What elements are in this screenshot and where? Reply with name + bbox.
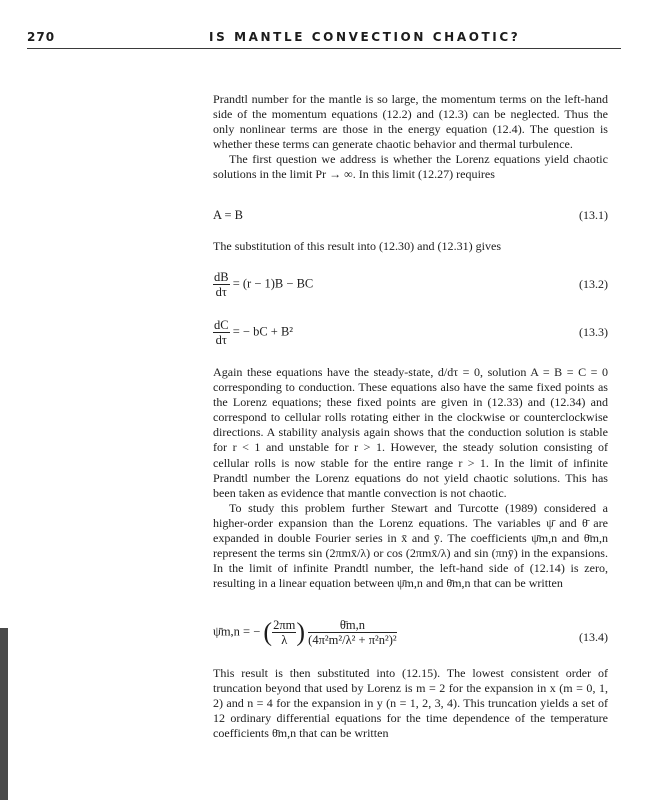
paragraph-steady-state: Again these equations have the steady-state, d/dτ = 0, solution A = B = C = 0 corresponding to conduction. These equations also have the same fixed points as the Lorenz equations; these fixed points are given in (12.33) and (12.34) and correspond to cellular rolls rotating either in the clockwise or counterclockwise directions. A stability analysis again shows that the conduction solution is stable for r < 1 and unstable for r > 1. However, the steady solution consisting of cellular rolls is now stable for the entire range r > 1. In the limit of infinite Prandtl number the Lorenz equations do not yield chaotic solutions. This has been taken as evidence that mantle convection is not chaotic.: [213, 365, 608, 500]
numerator: dB: [214, 270, 229, 284]
equation-body: [213, 318, 293, 347]
coefficient-fraction: [272, 618, 296, 647]
denominator: dτ: [215, 333, 227, 347]
page-number: 270: [27, 30, 56, 44]
equation-number: (13.2): [579, 277, 608, 291]
equation-number: (13.1): [579, 208, 608, 222]
paragraph-substitution: The substitution of this result into (12.30) and (12.31) gives: [213, 239, 502, 253]
right-hand-side: = − bC + B²: [232, 324, 294, 339]
equation-number: (13.4): [579, 630, 608, 644]
equation-13-3: [213, 318, 608, 348]
running-header: [0, 30, 651, 50]
paragraph-block-2: [213, 239, 608, 254]
derivative-fraction: [213, 270, 230, 299]
scan-edge-shadow: [0, 628, 8, 800]
paragraph-truncation: This result is then substituted into (12.15). The lowest consistent order of truncation beyond that used by Lorenz is m = 2 for the expansion in x (m = 0, 1, 2) and n = 4 for the expansion in y (n = 1, 2, 3, 4). This truncation yields a set of 12 ordinary differential equations for the time dependence of the temperature coefficients θ̄m,n that can be written: [213, 666, 608, 741]
chapter-title: IS MANTLE CONVECTION CHAOTIC?: [209, 30, 521, 44]
equation-13-1: [213, 208, 608, 238]
paragraph-block-4: [213, 666, 608, 741]
header-rule: [27, 48, 621, 49]
paragraph-continued: Prandtl number for the mantle is so large, the momentum terms on the left-hand side of the momentum equations (12.2) and (12.3) can be neglected. Thus the only nonlinear terms are those in the energy equation (12.4). The question is whether these terms can generate chaotic behavior and thermal turbulence.: [213, 92, 608, 152]
right-hand-side: = (r − 1)B − BC: [232, 276, 314, 291]
equation-body: A = B: [213, 208, 243, 222]
numerator: 2πm: [273, 618, 296, 632]
paragraph-block-1: [213, 92, 608, 183]
equation-13-2: [213, 270, 608, 300]
numerator: dC: [214, 318, 229, 332]
equation-number: (13.3): [579, 325, 608, 339]
denominator: λ: [281, 633, 288, 647]
denominator: dτ: [215, 285, 227, 299]
main-fraction: [308, 618, 397, 647]
equation-13-4: [213, 618, 608, 658]
equation-lhs: ψ̄m,n = −: [213, 624, 261, 639]
equation-body: [213, 270, 313, 299]
denominator: (4π²m²/λ² + π²n²)²: [308, 633, 397, 647]
paragraph-lorenz-limit: The first question we address is whether the Lorenz equations yield chaotic solutions in the limit Pr → ∞. In this limit (12.27) requires: [213, 152, 608, 182]
derivative-fraction: [213, 318, 230, 347]
equation-body: ψ̄m,n = − ( $\frac{2\pi m}{\lambda}$ ) $\frac{\thetām,n}{\text{(4π²m²/λ² + π²n²)²}}$: [213, 617, 397, 647]
paragraph-stewart-turcotte: To study this problem further Stewart and Turcotte (1989) considered a higher-order expansion than the Lorenz equations. The variables ψ̄ and θ̄ are expanded in double Fourier series in x̄ and ȳ. The coefficients ψ̄m,n and θ̄m,n represent the terms sin (2πmx̄/λ) or cos (2πmx̄/λ) and sin (πnȳ) in the expansions. In the limit of infinite Prandtl number, the left-hand side of (12.14) is zero, resulting in a linear equation between ψ̄m,n and θ̄m,n that can be written: [213, 500, 608, 591]
numerator: θ̄m,n: [308, 618, 397, 633]
paragraph-block-3: [213, 365, 608, 591]
